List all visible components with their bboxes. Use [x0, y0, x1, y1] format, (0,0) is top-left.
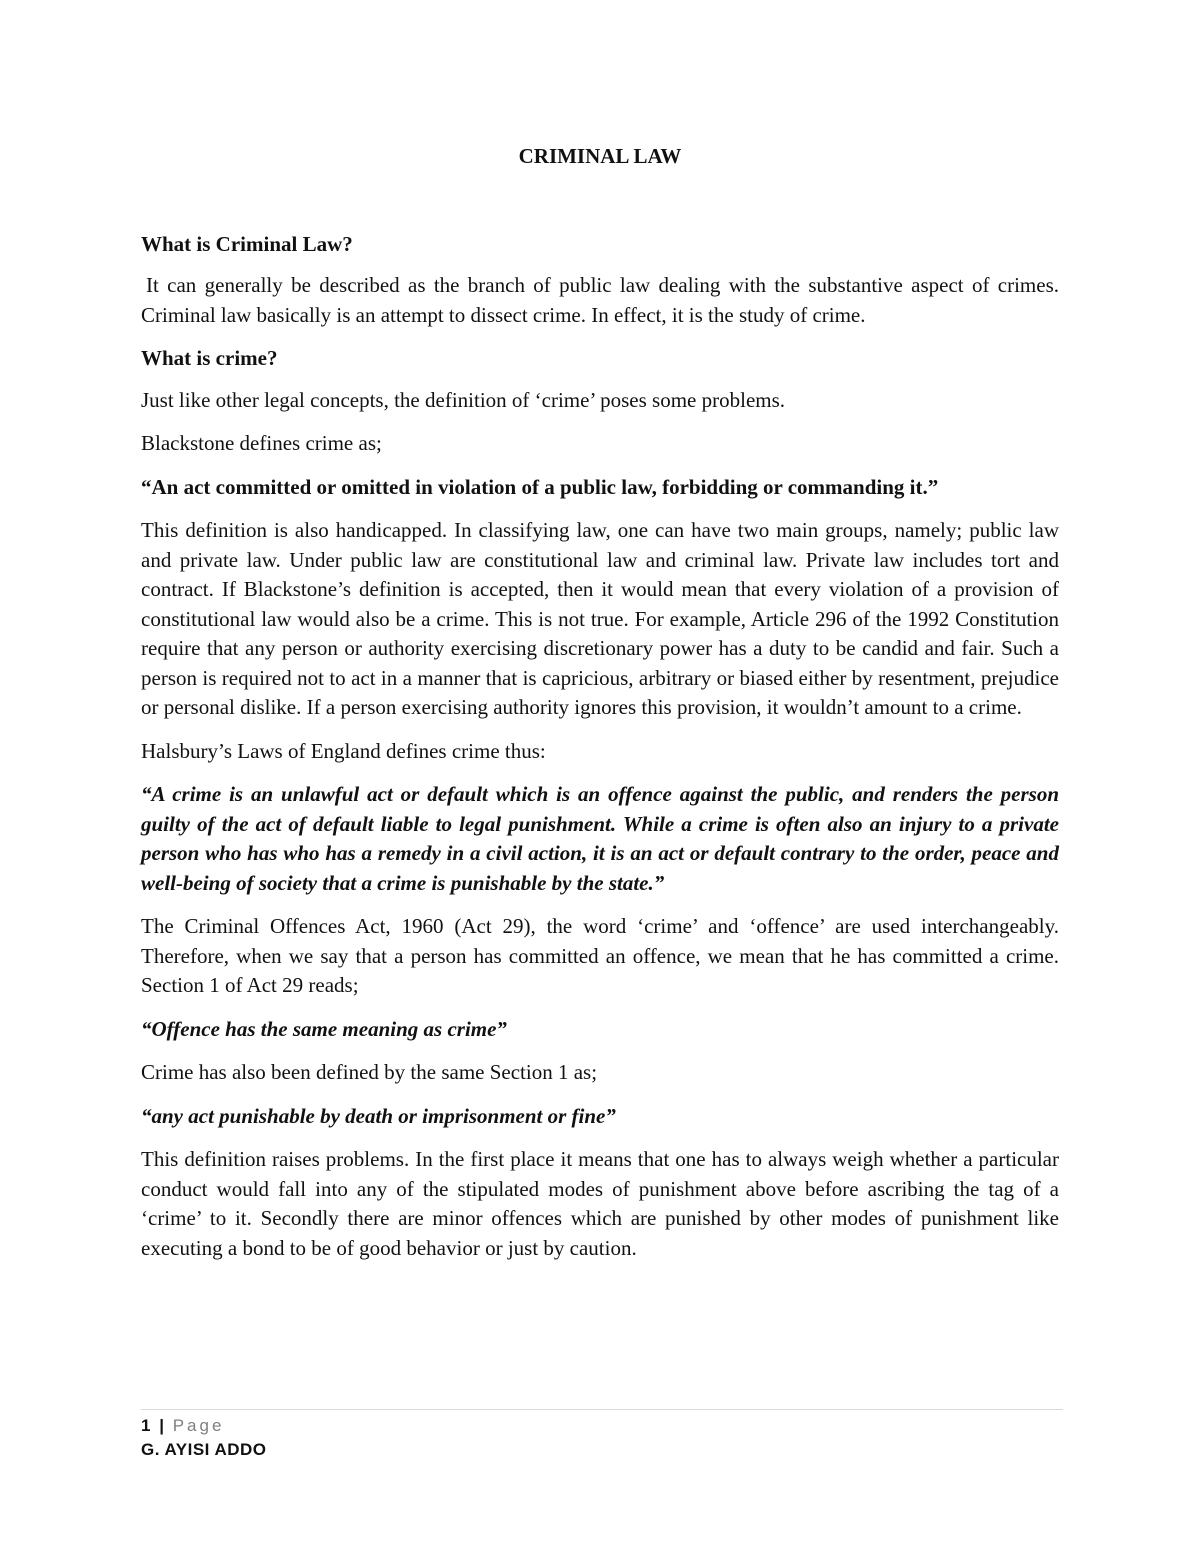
document-title: CRIMINAL LAW [518, 144, 682, 168]
quote-offence-meaning: “Offence has the same meaning as crime” [141, 1016, 507, 1041]
page-separator: | [159, 1416, 164, 1435]
paragraph-section-1: Crime has also been defined by the same Section 1 as; [141, 1060, 598, 1084]
heading-what-is-criminal-law: What is Criminal Law? [141, 231, 353, 256]
paragraph-definition-handicapped: This definition is also handicapped. In classifying law, one can have two main groups, namely; public law and private law. Under public law are constitutional law and criminal law. Private law includes tort and contract. If Blackstone’s definition is accepted, then it would mean that every violation of a provision of constitutional law would also be a crime. This is not true. For example, Article 296 of the 1992 Constitution require that any person or authority exercising discretionary power has a duty to be candid and fair. Such a person is required not to act in a manner that is capricious, arbitrary or biased either by resentment, prejudice or personal dislike. If a person exercising authority ignores this provision, it wouldn’t amount to a crime. [141, 518, 1059, 719]
quote-crime-punishable: “any act punishable by death or imprisonment or fine” [141, 1103, 616, 1128]
footer-page-line [141, 1414, 267, 1438]
page-label: Page [172, 1416, 225, 1435]
quote-blackstone: “An act committed or omitted in violation of a public law, forbidding or commanding it.” [141, 474, 939, 499]
document-body [141, 142, 1059, 1277]
page-footer [141, 1414, 267, 1462]
footer-author: G. AYISI ADDO [141, 1440, 267, 1459]
footer-divider [141, 1409, 1063, 1410]
paragraph-blackstone-intro: Blackstone defines crime as; [141, 431, 382, 455]
page-number: 1 [141, 1416, 151, 1435]
paragraph-definition-problems: This definition raises problems. In the first place it means that one has to always weigh whether a particular conduct would fall into any of the stipulated modes of punishment above before ascribing the tag of a ‘crime’ to it. Secondly there are minor offences which are punished by other modes of punishment like executing a bond to be of good behavior or just by caution. [141, 1147, 1059, 1260]
paragraph-criminal-law-definition: It can generally be described as the branch of public law dealing with the substantive aspect of crimes. Criminal law basically is an attempt to dissect crime. In effect, it is the study of crime. [141, 273, 1059, 327]
heading-what-is-crime: What is crime? [141, 346, 278, 370]
paragraph-crime-problems: Just like other legal concepts, the definition of ‘crime’ poses some problems. [141, 387, 786, 412]
quote-halsbury: “A crime is an unlawful act or default which is an offence against the public, and renders the person guilty of the act of default liable to legal punishment. While a crime is often also an injury to a private person who has who has a remedy in a civil action, it is an act or default contrary to the order, peace and well-being of society that a crime is punishable by the state.” [141, 782, 1059, 895]
paragraph-halsbury-intro: Halsbury’s Laws of England defines crime thus: [141, 738, 546, 763]
paragraph-criminal-offences-act: The Criminal Offences Act, 1960 (Act 29), the word ‘crime’ and ‘offence’ are used interchangeably. Therefore, when we say that a person has committed an offence, we mean that he has committed a crime. Section 1 of Act 29 reads; [141, 914, 1059, 997]
